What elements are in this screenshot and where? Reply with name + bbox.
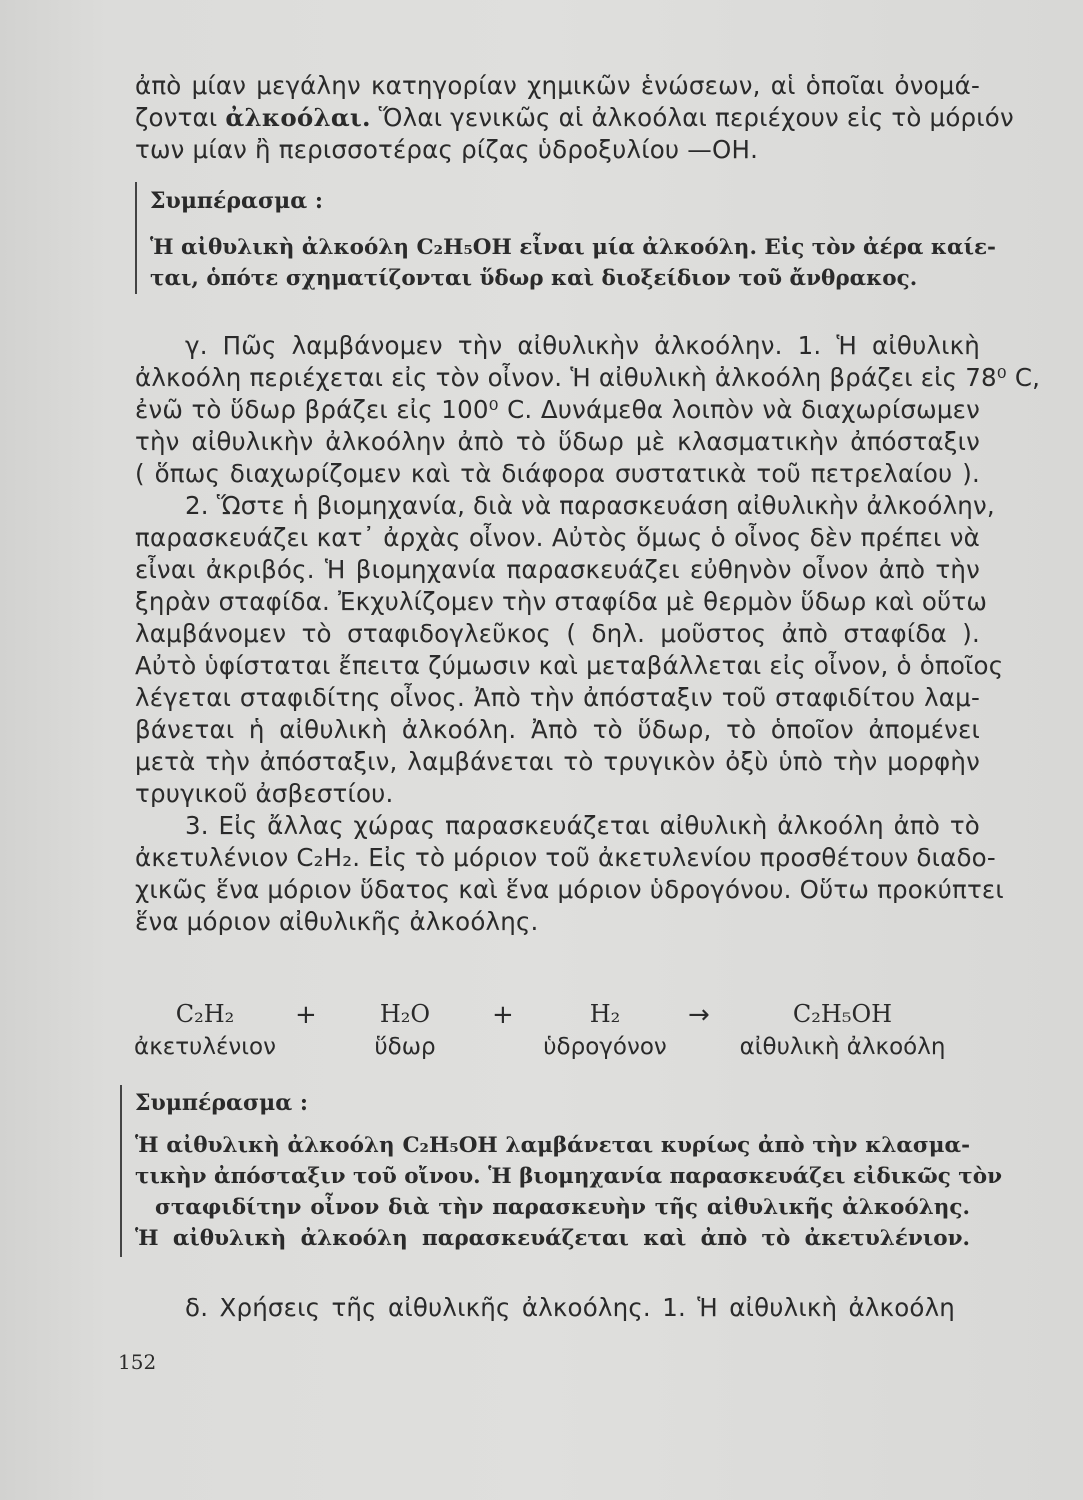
page-number: 152 bbox=[118, 1350, 157, 1374]
formula-c2h2: C₂H₂ bbox=[175, 1000, 235, 1028]
conclusion-line: Ἡ αἰθυλικὴ ἀλκοόλη C₂H₅OH εἶναι μία ἀλκοόλη. Εἰς τὸν ἀέρα καίε- bbox=[150, 235, 996, 260]
text-line: των μίαν ἢ περισσοτέρας ρίζας ὑδροξυλίου —ΟΗ. bbox=[135, 135, 759, 164]
section-heading-line: γ. Πῶς λαμβάνομεν τὴν αἰθυλικὴν ἀλκοόλην. 1. Ἡ αἰθυλικὴ bbox=[185, 331, 980, 360]
conclusion-line: ται, ὁπότε σχηματίζονται ὕδωρ καὶ διοξείδιον τοῦ ἄνθρακος. bbox=[150, 266, 918, 291]
text-line: ἕνα μόριον αἰθυλικῆς ἀλκοόλης. bbox=[135, 907, 539, 936]
conclusion-heading-text: Συμπέρασμα : bbox=[150, 188, 323, 214]
text-line: ξηρὰν σταφίδα. Ἐκχυλίζομεν τὴν σταφίδα μὲ θερμὸν ὕδωρ καὶ οὕτω bbox=[135, 587, 988, 616]
text-line: 2. Ὥστε ἡ βιομηχανία, διὰ νὰ παρασκευάση αἰθυλικὴν ἀλκοόλην, bbox=[185, 491, 995, 520]
text-line: παρασκευάζει κατ᾽ ἀρχὰς οἶνον. Αὐτὸς ὅμως ὁ οἶνος δὲν πρέπει νὰ bbox=[135, 523, 980, 552]
conclusion-box-2 bbox=[120, 1085, 122, 1257]
text-line: λαμβάνομεν τὸ σταφιδογλεῦκος ( δηλ. μοῦστος ἀπὸ σταφίδα ). bbox=[135, 619, 980, 648]
name-acetylene: ἀκετυλένιον bbox=[134, 1034, 276, 1060]
section-delta bbox=[185, 1292, 955, 1324]
text-line: ἀπὸ μίαν μεγάλην κατηγορίαν χημικῶν ἑνώσεων, αἱ ὁποῖαι ὀνομά- bbox=[135, 71, 980, 100]
text-line: βάνεται ἡ αἰθυλικὴ ἀλκοόλη. Ἀπὸ τὸ ὕδωρ, τὸ ὁποῖον ἀπομένει bbox=[135, 715, 980, 744]
text-line: μετὰ τὴν ἀπόσταξιν, λαμβάνεται τὸ τρυγικὸν ὀξὺ ὑπὸ τὴν μορφὴν bbox=[135, 747, 980, 776]
paragraph-intro bbox=[135, 70, 1014, 166]
text-line: 3. Εἰς ἄλλας χώρας παρασκευάζεται αἰθυλικὴ ἀλκοόλη ἀπὸ τὸ bbox=[185, 811, 980, 840]
text-line: ζονται ἀλκοόλαι. Ὅλαι γενικῶς αἱ ἀλκοόλαι περιέχουν εἰς τὸ μόριόν bbox=[135, 103, 1014, 132]
name-water: ὕδωρ bbox=[374, 1034, 436, 1060]
conclusion-body-2 bbox=[135, 1130, 1003, 1254]
conclusion-line: Ἡ αἰθυλικὴ ἀλκοόλη C₂H₅OH λαμβάνεται κυρίως ἀπὸ τὴν κλασμα- bbox=[135, 1133, 970, 1158]
text-line: ( ὅπως διαχωρίζομεν καὶ τὰ διάφορα συστατικὰ τοῦ πετρελαίου ). bbox=[135, 459, 980, 488]
text-line: τρυγικοῦ ἀσβεστίου. bbox=[135, 779, 394, 808]
text-line: ἀλκοόλη περιέχεται εἰς τὸν οἶνον. Ἡ αἰθυλικὴ ἀλκοόλη βράζει εἰς 78⁰ C, bbox=[135, 363, 1041, 392]
conclusion-line: τικὴν ἀπόσταξιν τοῦ οἴνου. Ἡ βιομηχανία παρασκευάζει εἰδικῶς τὸν bbox=[135, 1164, 1003, 1189]
equation-term-water bbox=[345, 1000, 465, 1060]
plus-sign: + bbox=[492, 1000, 514, 1030]
text-line: ἀκετυλένιον C₂H₂. Εἰς τὸ μόριον τοῦ ἀκετυλενίου προσθέτουν διαδο- bbox=[135, 843, 996, 872]
plus-sign: + bbox=[295, 1000, 317, 1030]
text-line: χικῶς ἕνα μόριον ὕδατος καὶ ἕνα μόριον ὑδρογόνου. Οὕτω προκύπτει bbox=[135, 875, 1004, 904]
bold-term: ἀλκοόλαι. bbox=[225, 103, 371, 132]
arrow-icon: → bbox=[688, 1000, 710, 1030]
equation-term-acetylene bbox=[120, 1000, 290, 1060]
conclusion-box-1 bbox=[135, 182, 137, 294]
formula-h2: H₂ bbox=[589, 1000, 621, 1028]
formula-c2h5oh: C₂H₅OH bbox=[792, 1000, 893, 1028]
text-line: τὴν αἰθυλικὴν ἀλκοόλην ἀπὸ τὸ ὕδωρ μὲ κλασματικὴν ἀπόσταξιν bbox=[135, 427, 980, 456]
name-hydrogen: ὑδρογόνον bbox=[543, 1034, 667, 1060]
conclusion-heading-text: Συμπέρασμα : bbox=[135, 1090, 308, 1116]
text-line: Αὐτὸ ὑφίσταται ἔπειτα ζύμωσιν καὶ μεταβάλλεται εἰς οἶνον, ὁ ὁποῖος bbox=[135, 651, 1004, 680]
conclusion-line: σταφιδίτην οἶνον διὰ τὴν παρασκευὴν τῆς αἰθυλικῆς ἀλκοόλης. bbox=[155, 1195, 970, 1220]
name-ethanol: αἰθυλικὴ ἀλκοόλη bbox=[739, 1034, 946, 1060]
section-heading-line: δ. Χρήσεις τῆς αἰθυλικῆς ἀλκοόλης. 1. Ἡ αἰθυλικὴ ἀλκοόλη bbox=[185, 1293, 955, 1322]
chemical-equation bbox=[120, 1000, 960, 1070]
equation-term-ethanol bbox=[725, 1000, 960, 1060]
text-line: λέγεται σταφιδίτης οἶνος. Ἀπὸ τὴν ἀπόσταξιν τοῦ σταφιδίτου λαμ- bbox=[135, 683, 980, 712]
text-line: εἶναι ἀκριβός. Ἡ βιομηχανία παρασκευάζει εὐθηνὸν οἶνον ἀπὸ τὴν bbox=[135, 555, 980, 584]
conclusion-body-1 bbox=[150, 232, 996, 294]
equation-term-hydrogen bbox=[530, 1000, 680, 1060]
text-line: ἐνῶ τὸ ὕδωρ βράζει εἰς 100⁰ C. Δυνάμεθα λοιπὸν νὰ διαχωρίσωμεν bbox=[135, 395, 980, 424]
section-gamma bbox=[135, 330, 1041, 938]
formula-h2o: H₂O bbox=[379, 1000, 431, 1028]
conclusion-heading-2 bbox=[135, 1090, 308, 1116]
conclusion-heading-1 bbox=[150, 188, 323, 214]
conclusion-line: Ἡ αἰθυλικὴ ἀλκοόλη παρασκευάζεται καὶ ἀπὸ τὸ ἀκετυλένιον. bbox=[135, 1226, 970, 1251]
